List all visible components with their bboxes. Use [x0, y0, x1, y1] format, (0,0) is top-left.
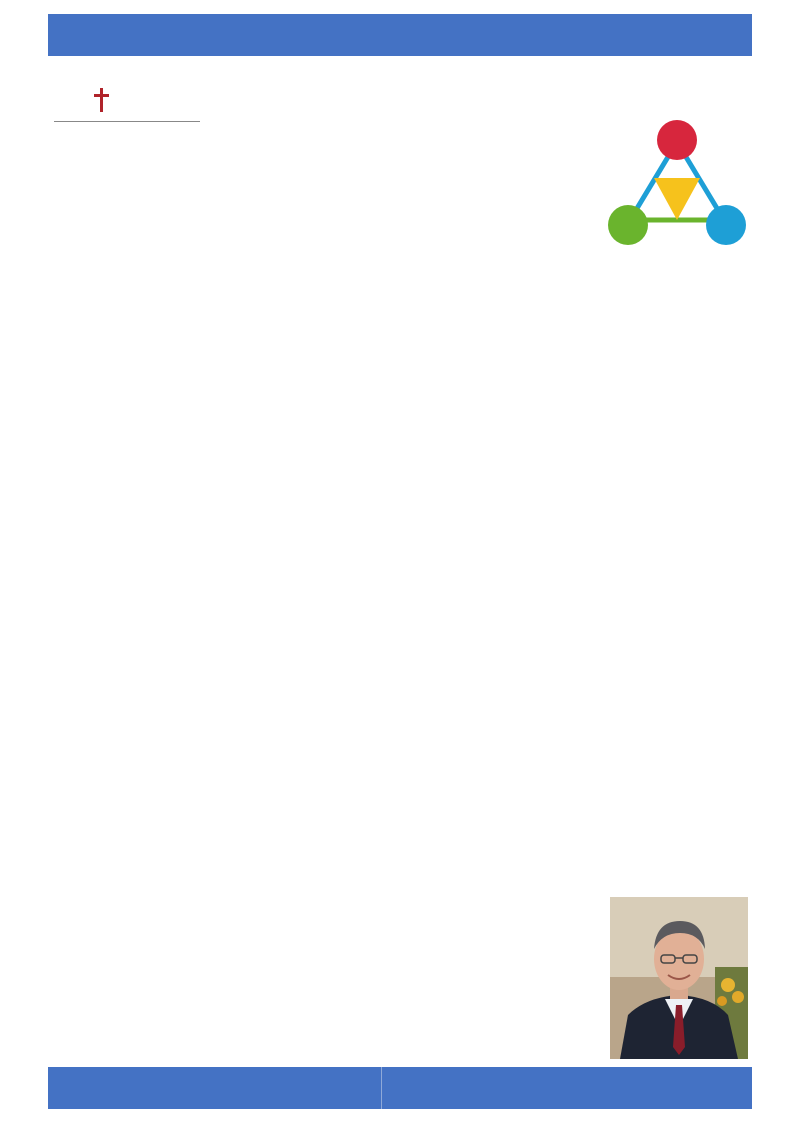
house-church-logo: [52, 88, 202, 138]
author-photo: [610, 897, 748, 1059]
header-bar: [48, 14, 752, 56]
circle-worship: [657, 120, 697, 160]
cross-icon: [100, 88, 103, 112]
church-triangle-diagram: [606, 120, 748, 252]
footer-divider: [381, 1067, 382, 1109]
footer-bar: [48, 1067, 752, 1109]
cross-bar: [94, 94, 109, 97]
circle-michi: [706, 205, 746, 245]
center-triangle: [654, 178, 700, 220]
circle-bokujo: [608, 205, 648, 245]
logo-divider: [54, 121, 200, 122]
